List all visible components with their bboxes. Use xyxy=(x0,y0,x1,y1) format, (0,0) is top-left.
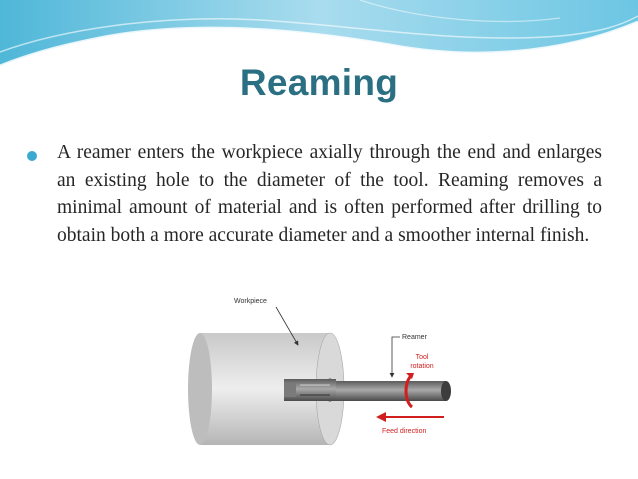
reamer-label: Reamer xyxy=(402,334,427,341)
bullet-text: A reamer enters the workpiece axially through the end and enlarges an existing hole to the diameter of the tool. Reaming removes a minimal amount of material and is often performed after drilling to obtain both a more accurate diameter and a smoother internal finish. xyxy=(57,142,602,246)
tool-rotation-label-line1: Tool xyxy=(415,354,429,361)
tool-rotation-label-line2: rotation xyxy=(410,363,434,370)
slide-title: Reaming xyxy=(239,62,399,103)
feed-direction-label: Feed direction xyxy=(382,428,427,435)
reamer-shape xyxy=(284,379,451,401)
workpiece-label: Workpiece xyxy=(234,298,267,305)
bullet-icon xyxy=(27,151,37,161)
reaming-diagram xyxy=(180,281,468,457)
